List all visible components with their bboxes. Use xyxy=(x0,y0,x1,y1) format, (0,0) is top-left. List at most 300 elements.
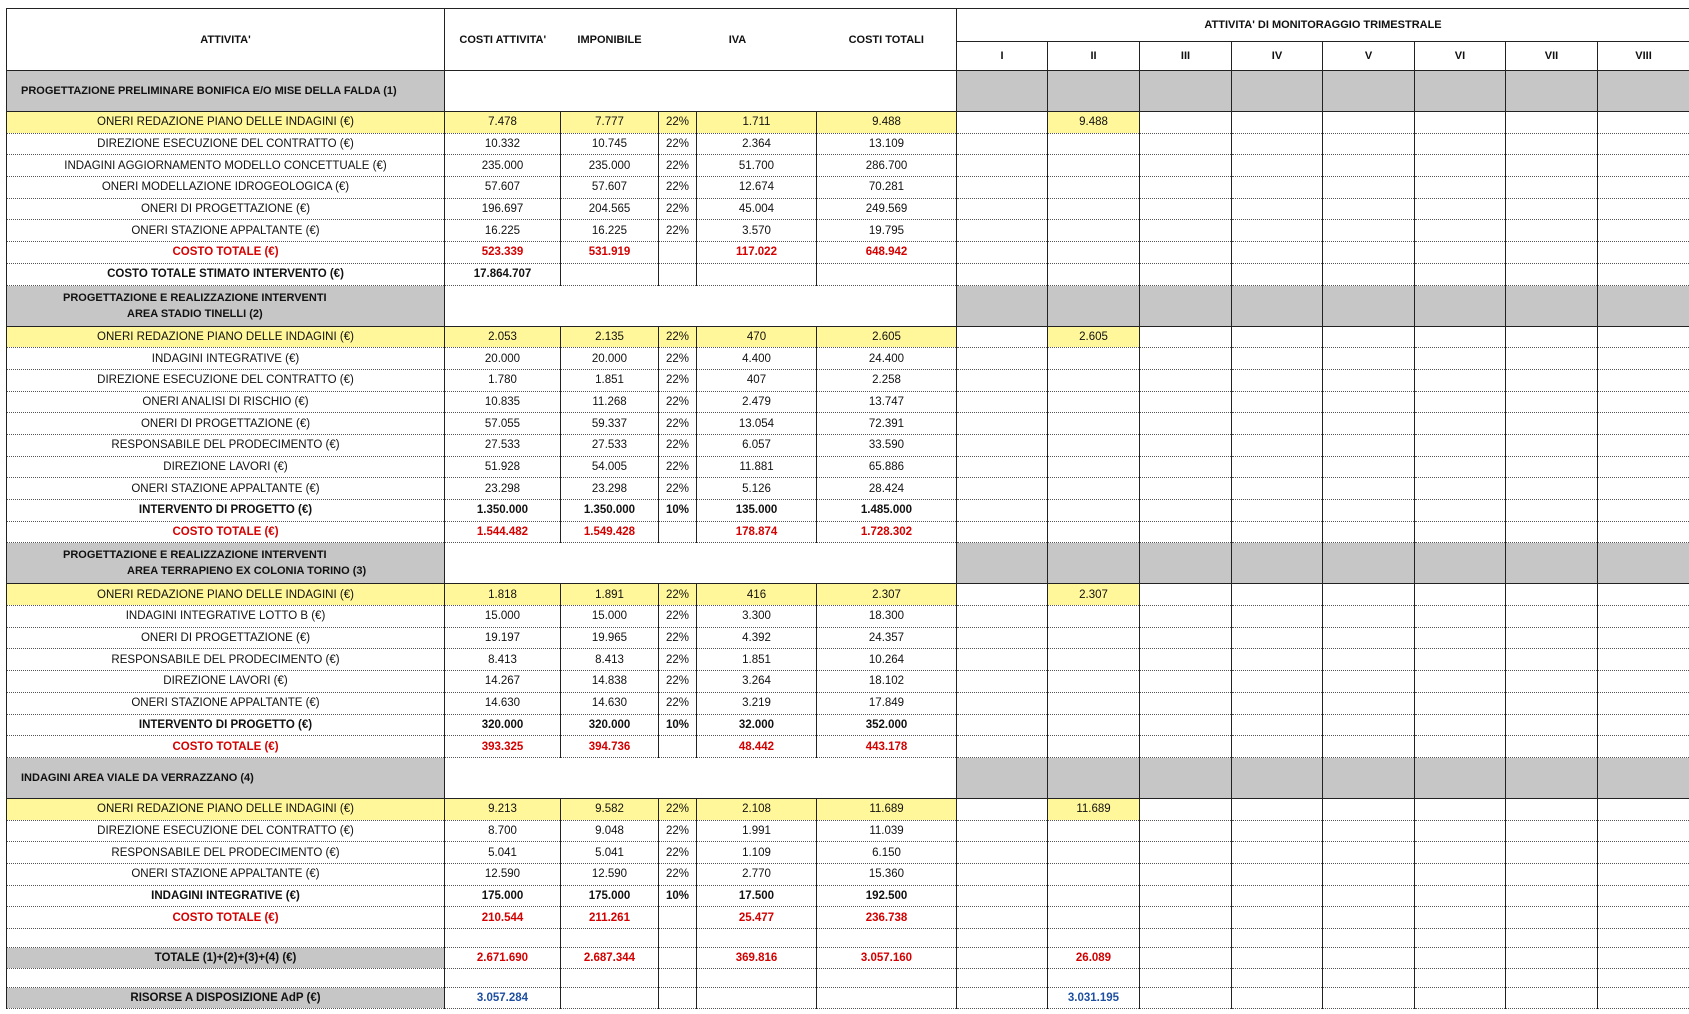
quarter-cell xyxy=(957,71,1048,112)
imponibile-cell: 9.048 xyxy=(561,820,659,842)
quarter-cell xyxy=(1506,692,1598,714)
header-quarter: V xyxy=(1323,42,1415,71)
iva-cell xyxy=(697,263,817,285)
iva-cell: 135.000 xyxy=(697,500,817,522)
quarter-cell xyxy=(1232,627,1323,649)
costi-totali-cell: 19.795 xyxy=(817,220,957,242)
quarter-cell xyxy=(1048,263,1140,285)
iva-rate-cell: 10% xyxy=(659,500,697,522)
quarter-cell xyxy=(1232,242,1323,264)
quarter-cell xyxy=(1323,220,1415,242)
quarter-cell xyxy=(1506,369,1598,391)
quarter-cell xyxy=(957,112,1048,134)
empty-cell xyxy=(817,969,957,988)
iva-cell: 2.108 xyxy=(697,798,817,820)
costi-attivita-cell: 14.630 xyxy=(445,692,561,714)
quarter-cell xyxy=(957,413,1048,435)
iva-cell: 2.770 xyxy=(697,863,817,885)
quarter-cell xyxy=(1506,606,1598,628)
quarter-cell xyxy=(1506,671,1598,693)
imponibile-cell: 235.000 xyxy=(561,155,659,177)
quarter-cell xyxy=(1140,671,1232,693)
quarter-cell xyxy=(1323,456,1415,478)
quarter-cell xyxy=(1598,434,1689,456)
header-imponibile: IMPONIBILE xyxy=(561,9,659,71)
table-row xyxy=(7,521,1689,543)
quarter-cell xyxy=(1598,133,1689,155)
quarter-cell xyxy=(1140,71,1232,112)
quarter-cell xyxy=(957,242,1048,264)
row-label: ONERI REDAZIONE PIANO DELLE INDAGINI (€) xyxy=(7,798,445,820)
quarter-cell xyxy=(1140,177,1232,199)
quarter-cell xyxy=(1232,456,1323,478)
quarter-cell xyxy=(1506,242,1598,264)
quarter-cell xyxy=(957,155,1048,177)
quarter-cell xyxy=(1232,948,1323,969)
iva-rate-cell xyxy=(659,521,697,543)
quarter-cell xyxy=(1048,478,1140,500)
quarter-cell xyxy=(1506,326,1598,348)
iva-cell: 6.057 xyxy=(697,434,817,456)
quarter-cell xyxy=(1598,326,1689,348)
quarter-cell xyxy=(1323,736,1415,758)
quarter-cell xyxy=(1048,285,1140,326)
quarter-cell xyxy=(957,391,1048,413)
iva-rate-cell: 22% xyxy=(659,133,697,155)
iva-rate-cell: 22% xyxy=(659,820,697,842)
quarter-cell xyxy=(1232,907,1323,929)
quarter-cell xyxy=(1048,627,1140,649)
quarter-cell xyxy=(1506,521,1598,543)
quarter-cell xyxy=(957,521,1048,543)
section-header xyxy=(7,285,1689,326)
quarter-cell xyxy=(1140,285,1232,326)
quarter-cell xyxy=(1232,543,1323,584)
row-label: INDAGINI INTEGRATIVE (€) xyxy=(7,348,445,370)
row-label: ONERI ANALISI DI RISCHIO (€) xyxy=(7,391,445,413)
quarter-cell xyxy=(1140,907,1232,929)
quarter-cell xyxy=(957,885,1048,907)
quarter-cell xyxy=(1598,736,1689,758)
quarter-cell xyxy=(1323,627,1415,649)
imponibile-cell: 14.838 xyxy=(561,671,659,693)
quarter-cell xyxy=(1140,798,1232,820)
quarter-cell xyxy=(957,369,1048,391)
quarter-cell xyxy=(1232,606,1323,628)
quarter-cell xyxy=(957,863,1048,885)
quarter-cell xyxy=(1415,584,1506,606)
empty-cell xyxy=(7,969,445,988)
costi-attivita-cell: 12.590 xyxy=(445,863,561,885)
costi-totali-cell: 13.109 xyxy=(817,133,957,155)
quarter-cell xyxy=(1323,177,1415,199)
costi-totali-cell: 13.747 xyxy=(817,391,957,413)
imponibile-cell: 211.261 xyxy=(561,907,659,929)
row-label: RESPONSABILE DEL PRODECIMENTO (€) xyxy=(7,842,445,864)
quarter-cell xyxy=(1598,885,1689,907)
empty-cell xyxy=(659,988,697,1009)
costi-attivita-cell: 10.835 xyxy=(445,391,561,413)
quarter-cell xyxy=(1232,326,1323,348)
costi-attivita-cell: 10.332 xyxy=(445,133,561,155)
imponibile-cell: 204.565 xyxy=(561,198,659,220)
costi-attivita-cell: 1.818 xyxy=(445,584,561,606)
table-row xyxy=(7,413,1689,435)
quarter-cell xyxy=(1415,198,1506,220)
table-row xyxy=(7,649,1689,671)
table-row xyxy=(7,391,1689,413)
quarter-cell xyxy=(1323,798,1415,820)
budget-table xyxy=(6,8,1689,1009)
quarter-cell xyxy=(1323,391,1415,413)
quarter-cell xyxy=(1140,500,1232,522)
quarter-cell xyxy=(1415,606,1506,628)
quarter-cell xyxy=(1048,242,1140,264)
row-label: DIREZIONE LAVORI (€) xyxy=(7,456,445,478)
quarter-cell xyxy=(1598,71,1689,112)
imponibile-cell: 54.005 xyxy=(561,456,659,478)
iva-rate-cell: 22% xyxy=(659,606,697,628)
iva-cell: 178.874 xyxy=(697,521,817,543)
quarter-cell xyxy=(1415,348,1506,370)
iva-rate-cell: 22% xyxy=(659,456,697,478)
costi-totali-cell: 2.307 xyxy=(817,584,957,606)
empty-cell xyxy=(957,929,1048,948)
costi-totali-cell: 18.300 xyxy=(817,606,957,628)
quarter-cell xyxy=(1415,627,1506,649)
section-title-line: PROGETTAZIONE E REALIZZAZIONE INTERVENTI xyxy=(63,291,327,304)
table-row xyxy=(7,736,1689,758)
quarter-cell xyxy=(1048,714,1140,736)
quarter-cell xyxy=(1598,649,1689,671)
table-row xyxy=(7,863,1689,885)
quarter-cell xyxy=(1232,220,1323,242)
quarter-cell xyxy=(1048,757,1140,798)
quarter-cell xyxy=(1232,155,1323,177)
section-blank xyxy=(445,285,957,326)
quarter-cell xyxy=(1323,885,1415,907)
quarter-cell xyxy=(1048,692,1140,714)
section-title xyxy=(7,757,445,798)
quarter-cell xyxy=(1506,456,1598,478)
quarter-cell xyxy=(1506,177,1598,199)
quarter-cell xyxy=(957,671,1048,693)
quarter-cell xyxy=(1140,369,1232,391)
costi-attivita-cell: 1.350.000 xyxy=(445,500,561,522)
table-row xyxy=(7,842,1689,864)
row-label: ONERI REDAZIONE PIANO DELLE INDAGINI (€) xyxy=(7,112,445,134)
quarter-cell xyxy=(1323,500,1415,522)
iva-rate-cell: 22% xyxy=(659,155,697,177)
table-row xyxy=(7,820,1689,842)
quarter-cell xyxy=(1598,263,1689,285)
quarter-cell xyxy=(1048,885,1140,907)
empty-cell xyxy=(1598,929,1689,948)
costi-attivita-cell: 235.000 xyxy=(445,155,561,177)
quarter-cell xyxy=(1232,584,1323,606)
imponibile-cell: 12.590 xyxy=(561,863,659,885)
risorse-row xyxy=(7,988,1689,1009)
quarter-cell xyxy=(1506,798,1598,820)
iva-cell: 1.711 xyxy=(697,112,817,134)
costi-attivita-cell: 7.478 xyxy=(445,112,561,134)
iva-rate-cell: 22% xyxy=(659,671,697,693)
section-title xyxy=(7,285,445,326)
quarter-cell xyxy=(1415,220,1506,242)
costi-totali-cell: 28.424 xyxy=(817,478,957,500)
quarter-cell xyxy=(1140,434,1232,456)
empty-cell xyxy=(1048,929,1140,948)
quarter-cell xyxy=(957,714,1048,736)
iva-cell: 1.851 xyxy=(697,649,817,671)
header-attivita: ATTIVITA' xyxy=(7,9,445,71)
quarter-cell xyxy=(1506,714,1598,736)
row-label: ONERI STAZIONE APPALTANTE (€) xyxy=(7,478,445,500)
quarter-cell xyxy=(1415,133,1506,155)
iva-rate-cell: 22% xyxy=(659,798,697,820)
costi-attivita-cell: 393.325 xyxy=(445,736,561,758)
quarter-cell xyxy=(1232,757,1323,798)
quarter-cell xyxy=(1048,434,1140,456)
quarter-cell xyxy=(1415,391,1506,413)
quarter-cell xyxy=(957,177,1048,199)
quarter-cell xyxy=(957,500,1048,522)
quarter-cell xyxy=(1140,649,1232,671)
quarter-cell xyxy=(1598,369,1689,391)
quarter-cell xyxy=(1140,413,1232,435)
quarter-cell xyxy=(1140,155,1232,177)
quarter-cell xyxy=(1506,988,1598,1009)
costi-totali-cell: 286.700 xyxy=(817,155,957,177)
row-label: ONERI DI PROGETTAZIONE (€) xyxy=(7,413,445,435)
quarter-cell xyxy=(1415,671,1506,693)
quarter-cell xyxy=(1140,820,1232,842)
iva-rate-cell: 22% xyxy=(659,863,697,885)
quarter-cell xyxy=(1598,112,1689,134)
costi-totali-cell: 70.281 xyxy=(817,177,957,199)
iva-rate-cell: 22% xyxy=(659,112,697,134)
empty-cell xyxy=(1598,969,1689,988)
totale-label: TOTALE (1)+(2)+(3)+(4) (€) xyxy=(7,948,445,969)
quarter-cell xyxy=(1323,326,1415,348)
quarter-cell xyxy=(1415,714,1506,736)
table-row xyxy=(7,627,1689,649)
imponibile-cell: 59.337 xyxy=(561,413,659,435)
quarter-cell xyxy=(1140,584,1232,606)
quarter-cell xyxy=(1415,907,1506,929)
quarter-cell xyxy=(1506,220,1598,242)
quarter-cell xyxy=(1506,413,1598,435)
iva-cell: 48.442 xyxy=(697,736,817,758)
iva-rate-cell: 22% xyxy=(659,627,697,649)
quarter-cell xyxy=(1232,671,1323,693)
costi-attivita-cell: 14.267 xyxy=(445,671,561,693)
totale-row xyxy=(7,948,1689,969)
quarter-cell xyxy=(957,348,1048,370)
quarter-cell xyxy=(1140,263,1232,285)
totale-q2: 26.089 xyxy=(1048,948,1140,969)
empty-cell xyxy=(1323,929,1415,948)
iva-rate-cell: 22% xyxy=(659,391,697,413)
quarter-cell xyxy=(1506,820,1598,842)
quarter-cell xyxy=(1232,692,1323,714)
iva-cell: 25.477 xyxy=(697,907,817,929)
row-label: RESPONSABILE DEL PRODECIMENTO (€) xyxy=(7,434,445,456)
risorse-label: RISORSE A DISPOSIZIONE AdP (€) xyxy=(7,988,445,1009)
row-label: ONERI REDAZIONE PIANO DELLE INDAGINI (€) xyxy=(7,584,445,606)
quarter-cell xyxy=(1598,627,1689,649)
header-costi-attivita: COSTI ATTIVITA' xyxy=(445,9,561,71)
quarter-cell xyxy=(1598,391,1689,413)
empty-cell xyxy=(7,929,445,948)
quarter-cell xyxy=(1415,842,1506,864)
quarter-cell xyxy=(957,285,1048,326)
quarter-cell xyxy=(957,434,1048,456)
empty-cell xyxy=(697,969,817,988)
quarter-cell xyxy=(1048,71,1140,112)
quarter-cell xyxy=(1415,369,1506,391)
imponibile-cell: 11.268 xyxy=(561,391,659,413)
empty-cell xyxy=(659,929,697,948)
iva-cell: 3.219 xyxy=(697,692,817,714)
section-title xyxy=(7,71,445,112)
costi-totali-cell: 24.357 xyxy=(817,627,957,649)
quarter-cell xyxy=(1323,263,1415,285)
quarter-cell xyxy=(1506,263,1598,285)
quarter-cell xyxy=(1323,521,1415,543)
quarter-cell xyxy=(1323,757,1415,798)
quarter-cell xyxy=(1048,155,1140,177)
quarter-cell xyxy=(1323,907,1415,929)
header-quarter: VI xyxy=(1415,42,1506,71)
quarter-cell xyxy=(1048,736,1140,758)
header-iva: IVA xyxy=(659,9,817,71)
iva-cell: 12.674 xyxy=(697,177,817,199)
quarter-cell xyxy=(1232,714,1323,736)
row-label: INTERVENTO DI PROGETTO (€) xyxy=(7,714,445,736)
header-quarter: II xyxy=(1048,42,1140,71)
quarter-cell xyxy=(1323,348,1415,370)
costi-attivita-cell: 15.000 xyxy=(445,606,561,628)
quarter-cell xyxy=(957,543,1048,584)
quarter-cell xyxy=(957,948,1048,969)
quarter-cell xyxy=(1323,369,1415,391)
quarter-cell: 2.307 xyxy=(1048,584,1140,606)
costi-totali-cell: 249.569 xyxy=(817,198,957,220)
table-row xyxy=(7,155,1689,177)
quarter-cell xyxy=(1415,863,1506,885)
iva-cell: 45.004 xyxy=(697,198,817,220)
quarter-cell xyxy=(1598,285,1689,326)
empty-cell xyxy=(561,969,659,988)
costi-attivita-cell: 23.298 xyxy=(445,478,561,500)
totale-costi-totali: 3.057.160 xyxy=(817,948,957,969)
empty-cell xyxy=(817,988,957,1009)
quarter-cell xyxy=(1506,112,1598,134)
quarter-cell xyxy=(1598,177,1689,199)
quarter-cell xyxy=(1323,842,1415,864)
quarter-cell xyxy=(1232,71,1323,112)
table-row xyxy=(7,456,1689,478)
imponibile-cell: 394.736 xyxy=(561,736,659,758)
iva-rate-cell xyxy=(659,736,697,758)
imponibile-cell: 531.919 xyxy=(561,242,659,264)
costi-totali-cell: 6.150 xyxy=(817,842,957,864)
costi-attivita-cell: 17.864.707 xyxy=(445,263,561,285)
empty-cell xyxy=(1232,969,1323,988)
costi-totali-cell: 11.689 xyxy=(817,798,957,820)
spacer-row xyxy=(7,969,1689,988)
iva-cell: 416 xyxy=(697,584,817,606)
quarter-cell xyxy=(1323,948,1415,969)
quarter-cell xyxy=(1506,543,1598,584)
quarter-cell xyxy=(1506,478,1598,500)
quarter-cell xyxy=(1415,413,1506,435)
quarter-cell xyxy=(1415,285,1506,326)
quarter-cell xyxy=(1598,242,1689,264)
quarter-cell xyxy=(1323,133,1415,155)
empty-cell xyxy=(697,988,817,1009)
quarter-cell xyxy=(1323,584,1415,606)
quarter-cell xyxy=(1323,434,1415,456)
costi-attivita-cell: 51.928 xyxy=(445,456,561,478)
costi-attivita-cell: 523.339 xyxy=(445,242,561,264)
quarter-cell xyxy=(1048,198,1140,220)
costi-attivita-cell: 196.697 xyxy=(445,198,561,220)
empty-cell xyxy=(697,929,817,948)
quarter-cell xyxy=(1232,885,1323,907)
iva-cell: 3.570 xyxy=(697,220,817,242)
section-title-line: INDAGINI AREA VIALE DA VERRAZZANO (4) xyxy=(21,771,254,784)
quarter-cell xyxy=(1140,988,1232,1009)
quarter-cell xyxy=(1048,671,1140,693)
quarter-cell xyxy=(1506,842,1598,864)
costi-totali-cell: 2.258 xyxy=(817,369,957,391)
table-row xyxy=(7,326,1689,348)
quarter-cell xyxy=(1598,606,1689,628)
costi-totali-cell: 10.264 xyxy=(817,649,957,671)
quarter-cell xyxy=(1140,198,1232,220)
row-label: ONERI STAZIONE APPALTANTE (€) xyxy=(7,220,445,242)
quarter-cell xyxy=(1506,584,1598,606)
quarter-cell xyxy=(1598,500,1689,522)
quarter-cell xyxy=(1323,285,1415,326)
quarter-cell xyxy=(1415,112,1506,134)
row-label: RESPONSABILE DEL PRODECIMENTO (€) xyxy=(7,649,445,671)
quarter-cell xyxy=(1232,736,1323,758)
iva-rate-cell: 22% xyxy=(659,198,697,220)
iva-rate-cell: 22% xyxy=(659,326,697,348)
iva-cell: 13.054 xyxy=(697,413,817,435)
empty-cell xyxy=(1140,929,1232,948)
costi-attivita-cell: 20.000 xyxy=(445,348,561,370)
quarter-cell xyxy=(1048,907,1140,929)
quarter-cell: 9.488 xyxy=(1048,112,1140,134)
header-quarter: III xyxy=(1140,42,1232,71)
quarter-cell xyxy=(1048,842,1140,864)
iva-cell: 4.400 xyxy=(697,348,817,370)
quarter-cell xyxy=(1140,606,1232,628)
table-row xyxy=(7,220,1689,242)
quarter-cell xyxy=(1048,391,1140,413)
quarter-cell xyxy=(1598,348,1689,370)
quarter-cell xyxy=(1232,112,1323,134)
empty-cell xyxy=(1506,929,1598,948)
budget-sheet xyxy=(6,8,1681,1009)
imponibile-cell: 1.891 xyxy=(561,584,659,606)
quarter-cell xyxy=(1323,820,1415,842)
empty-cell xyxy=(445,929,561,948)
